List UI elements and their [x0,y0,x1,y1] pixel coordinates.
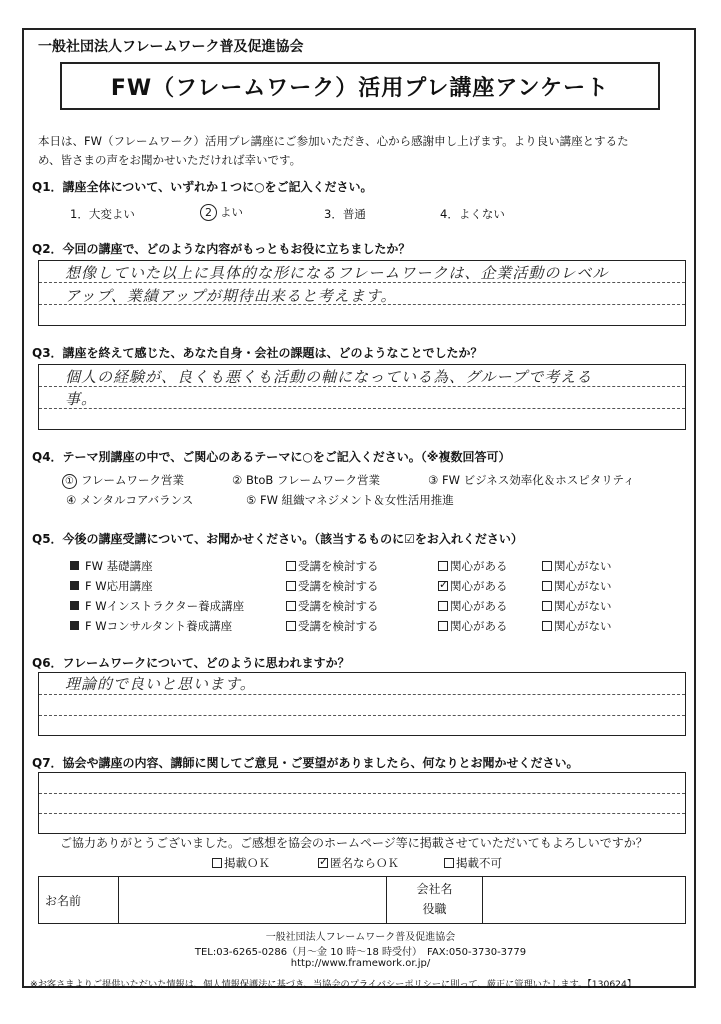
consent-option-1[interactable]: 掲載ＯＫ [212,855,270,871]
q5-row-4-c1[interactable]: 受講を検討する [286,618,379,634]
q1-option-1-num: 1． [70,207,89,221]
checkbox-icon [286,621,296,631]
q4-option-3-label: FW ビジネス効率化＆ホスピタリティ [441,473,635,487]
q7-answer-box[interactable] [38,772,686,834]
checkbox-icon [542,581,552,591]
q5-row-3-c3[interactable]: 関心がない [542,598,612,614]
q3-question: Q3．講座を終えて感じた、あなた自身・会社の課題は、どのようなことでしたか？ [32,346,483,360]
company-field[interactable] [483,877,684,923]
checkbox-icon [438,601,448,611]
q4-option-1-label: フレームワーク営業 [81,473,185,487]
checkbox-icon [438,621,448,631]
checkbox-icon [542,601,552,611]
q4-option-4-label: メンタルコアバランス [79,493,194,507]
q5-row-3-c1[interactable]: 受講を検討する [286,598,379,614]
q6-answer-box[interactable] [38,672,686,736]
consent-text: ご協力ありがとうございました。ご感想を協会のホームページ等に掲載させていただいてもよろしいですか？ [60,836,648,850]
q3-answer-line-2: 事。 [65,390,98,408]
q4-option-4-num: ④ [66,493,77,507]
q5-row-4-c2[interactable]: 関心がある [438,618,508,634]
q5-row-1-c2[interactable]: 関心がある [438,558,508,574]
q2-answer-box[interactable] [38,260,686,326]
q4-option-2-num: ② [232,473,243,487]
q4-option-5[interactable] [246,492,454,508]
q4-option-4[interactable] [66,492,193,508]
intro-line-1: 本日は、FW（フレームワーク）活用プレ講座にご参加いただき、心から感謝申し上げます。より良い講座とするた [38,134,629,148]
q4-option-5-label: FW 組織マネジメント＆女性活用推進 [259,493,454,507]
q2-question: Q2．今回の講座で、どのような内容がもっともお役に立ちましたか？ [32,242,411,256]
q4-question: Q4．テーマ別講座の中で、ご関心のあるテーマに○をご記入ください。（※複数回答可） [32,450,511,464]
q6-question: Q6．フレームワークについて、どのように思われますか？ [32,656,350,670]
q3-answer-line-1: 個人の経験が、良くも悪くも活動の軸になっている為、グループで考える [65,368,593,386]
q2-answer-line-2: アップ、業績アップが期待出来ると考えます。 [65,287,397,305]
q1-option-1-label: 大変よい [88,207,135,221]
consent-option-2[interactable]: ✓ 匿名ならＯＫ [318,855,399,871]
q1-option-4-num: 4． [440,207,459,221]
checkbox-icon [438,561,448,571]
checkbox-icon [212,858,222,868]
consent-option-3[interactable]: 掲載不可 [444,855,502,871]
q1-option-3-label: 普通 [342,207,366,221]
q6-answer-line-1: 理論的で良いと思います。 [65,675,256,693]
q1-option-3-num: 3． [324,207,343,221]
q5-row-2-c1[interactable]: 受講を検討する [286,578,379,594]
q1-question: Q1．講座全体について、いずれか１つに○をご記入ください。 [32,180,373,194]
q1-option-1[interactable] [70,206,135,222]
q4-option-2-label: BtoB フレームワーク営業 [245,473,380,487]
q1-option-4-label: よくない [458,207,505,221]
q4-option-1[interactable] [62,472,184,489]
q5-row-1-c1[interactable]: 受講を検討する [286,558,379,574]
q7-question: Q7．協会や講座の内容、講師に関してご意見・ご要望がありましたら、何なりとお聞かせください。 [32,756,579,770]
q1-option-3[interactable] [324,206,366,222]
q5-row-2-label: F W応用講座 [70,578,153,594]
footer-contact: TEL:03-6265-0286（月～金 10 時～18 時受付） FAX:050-3730-3779 [194,947,527,958]
title-box [60,62,660,110]
q5-row-1-label: FW 基礎講座 [70,558,153,574]
q4-option-5-num: ⑤ [246,493,257,507]
intro-line-2: め、皆さまの声をお聞かせいただければ幸いです。 [38,153,302,167]
q1-option-4[interactable] [440,206,505,222]
q4-option-3[interactable] [428,472,635,488]
footer-org: 一般社団法人フレームワーク普及促進協会 [265,932,456,943]
q4-option-1-num: ① [62,474,77,489]
q5-row-3-c2[interactable]: 関心がある [438,598,508,614]
q5-question: Q5．今後の講座受講について、お聞かせください。（該当するものに☑をお入れください） [32,532,523,546]
q5-row-1-c3[interactable]: 関心がない [542,558,612,574]
footer-url[interactable]: http://www.framework.or.jp/ [290,958,431,969]
q4-option-2[interactable] [232,472,380,488]
checkbox-icon [286,601,296,611]
page-title: FW（フレームワーク）活用プレ講座アンケート [110,75,610,101]
q4-option-3-num: ③ [428,473,439,487]
q5-row-4-c3[interactable]: 関心がない [542,618,612,634]
checkbox-icon [286,581,296,591]
checked-checkbox-icon [438,581,448,591]
company-position-label [387,877,483,923]
q1-option-2[interactable] [200,204,243,221]
q3-answer-box[interactable] [38,364,686,430]
privacy-note: ※お客さまよりご提供いただいた情報は、個人情報保護法に基づき、当協会のプライバシーポリシーに則って、厳正に管理いたします。【130624】 [30,979,637,990]
company-label: 会社名 [416,882,453,896]
info-table [38,876,686,924]
q5-row-3-label: F Wインストラクター養成講座 [70,598,244,614]
q5-row-2-c2[interactable]: ✓ 関心がある [438,578,508,594]
q1-option-2-num: 2 [200,204,217,221]
q5-row-4-label: F Wコンサルタント養成講座 [70,618,232,634]
organization-name: 一般社団法人フレームワーク普及促進協会 [38,39,304,55]
q2-answer-line-1: 想像していた以上に具体的な形になるフレームワークは、企業活動のレベル [65,264,609,282]
q1-option-2-label: よい [220,205,243,219]
checkbox-icon [542,621,552,631]
checkbox-icon [542,561,552,571]
name-label: お名前 [39,877,119,923]
name-field[interactable] [119,877,387,923]
q5-row-2-c3[interactable]: 関心がない [542,578,612,594]
checkbox-icon [444,858,454,868]
checkbox-icon [286,561,296,571]
intro-text [38,132,688,170]
position-label: 役職 [422,902,447,916]
checked-checkbox-icon [318,858,328,868]
